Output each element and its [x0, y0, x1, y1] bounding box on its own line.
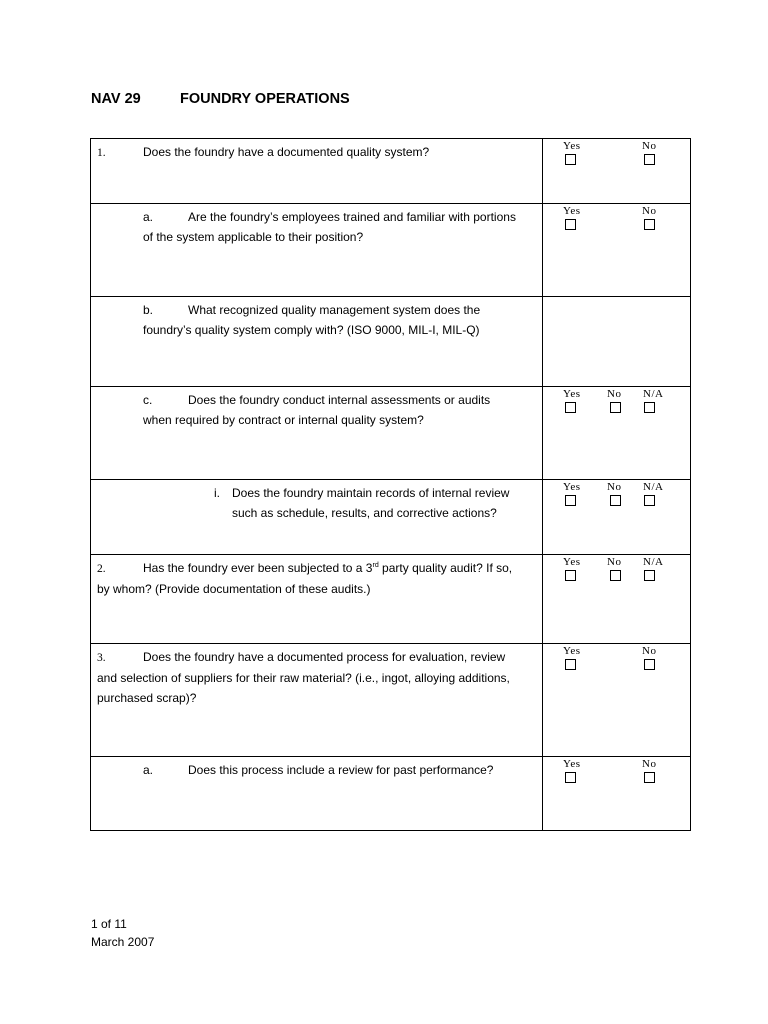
- no-label: No: [642, 140, 657, 152]
- question-number: a.: [143, 210, 154, 224]
- ordinal-suffix: rd: [372, 562, 379, 569]
- question-text-line2: and selection of suppliers for their raw material? (i.e., ingot, alloying additions,: [97, 671, 510, 685]
- yes-label: Yes: [563, 140, 581, 152]
- question-cell: [91, 480, 543, 554]
- page-header: [91, 91, 350, 107]
- question-text-line1: Does the foundry have a documented process for evaluation, review: [143, 650, 506, 664]
- question-text-line1: Does the foundry maintain records of internal review: [232, 486, 510, 500]
- question-text-line2: foundry’s quality system comply with? (ISO 9000, MIL-I, MIL-Q): [143, 323, 480, 337]
- na-label: N/A: [643, 388, 664, 400]
- no-checkbox[interactable]: [644, 154, 655, 165]
- question-number: 2.: [97, 563, 106, 575]
- yes-label: Yes: [563, 758, 581, 770]
- na-checkbox[interactable]: [644, 495, 655, 506]
- question-cell: [91, 204, 543, 296]
- page-title: FOUNDRY OPERATIONS: [180, 91, 350, 107]
- question-number: b.: [143, 303, 154, 317]
- question-text-line2: when required by contract or internal quality system?: [143, 413, 424, 427]
- question-text-line1-post: party quality audit? If so,: [378, 561, 513, 575]
- yes-checkbox[interactable]: [565, 570, 576, 581]
- answer-cell: [543, 387, 690, 479]
- answer-cell: [543, 480, 690, 554]
- question-row-1a: [91, 203, 690, 296]
- revision-date: March 2007: [91, 935, 155, 949]
- no-checkbox[interactable]: [644, 772, 655, 783]
- na-checkbox[interactable]: [644, 570, 655, 581]
- question-text: Does the foundry have a documented quality system?: [143, 145, 430, 159]
- yes-checkbox[interactable]: [565, 402, 576, 413]
- question-text-line2: by whom? (Provide documentation of these audits.): [97, 582, 371, 596]
- yes-label: Yes: [563, 645, 581, 657]
- no-label: No: [607, 481, 622, 493]
- question-row-1b: [91, 296, 690, 386]
- answer-cell: [543, 139, 690, 203]
- yes-checkbox[interactable]: [565, 659, 576, 670]
- yes-checkbox[interactable]: [565, 154, 576, 165]
- no-label: No: [642, 205, 657, 217]
- question-row-1: [91, 139, 690, 203]
- na-label: N/A: [643, 481, 664, 493]
- no-label: No: [642, 758, 657, 770]
- question-cell: [91, 387, 543, 479]
- question-row-3a: [91, 756, 690, 830]
- yes-checkbox[interactable]: [565, 495, 576, 506]
- no-label: No: [642, 645, 657, 657]
- question-text-line3: purchased scrap)?: [97, 691, 197, 705]
- yes-checkbox[interactable]: [565, 772, 576, 783]
- question-row-3: [91, 643, 690, 756]
- question-cell: [91, 757, 543, 830]
- form-code: NAV 29: [91, 91, 141, 107]
- answer-cell: [543, 204, 690, 296]
- no-label: No: [607, 556, 622, 568]
- question-cell: [91, 555, 543, 643]
- question-text-line2: such as schedule, results, and corrective actions?: [232, 506, 497, 520]
- question-number: c.: [143, 393, 153, 407]
- question-text-line1-pre: Has the foundry ever been subjected to a 3: [143, 561, 373, 575]
- question-text: Does this process include a review for past performance?: [188, 763, 494, 777]
- na-checkbox[interactable]: [644, 402, 655, 413]
- page-number: 1 of 11: [91, 917, 127, 931]
- answer-cell: [543, 555, 690, 643]
- question-text-line1: Are the foundry’s employees trained and familiar with portions: [188, 210, 516, 224]
- yes-label: Yes: [563, 205, 581, 217]
- na-label: N/A: [643, 556, 664, 568]
- no-checkbox[interactable]: [644, 659, 655, 670]
- question-row-2: [91, 554, 690, 643]
- no-label: No: [607, 388, 622, 400]
- question-number: 1.: [97, 147, 106, 159]
- yes-label: Yes: [563, 388, 581, 400]
- no-checkbox[interactable]: [610, 495, 621, 506]
- question-cell: [91, 644, 543, 756]
- no-checkbox[interactable]: [610, 402, 621, 413]
- yes-checkbox[interactable]: [565, 219, 576, 230]
- question-number: i.: [214, 486, 220, 500]
- yes-label: Yes: [563, 481, 581, 493]
- page-footer: [91, 915, 154, 951]
- question-number: a.: [143, 763, 154, 777]
- question-row-1c: [91, 386, 690, 479]
- question-row-1c-i: [91, 479, 690, 554]
- answer-cell: [543, 644, 690, 756]
- no-checkbox[interactable]: [610, 570, 621, 581]
- questionnaire-table: [90, 138, 691, 831]
- question-text-line1: Does the foundry conduct internal assessments or audits: [188, 393, 491, 407]
- answer-cell: [543, 757, 690, 830]
- question-text-line1: What recognized quality management system does the: [188, 303, 481, 317]
- no-checkbox[interactable]: [644, 219, 655, 230]
- question-cell: [91, 139, 543, 203]
- question-cell: [91, 297, 543, 386]
- question-text-line2: of the system applicable to their position?: [143, 230, 364, 244]
- yes-label: Yes: [563, 556, 581, 568]
- question-number: 3.: [97, 652, 106, 664]
- answer-cell-text[interactable]: [543, 297, 690, 386]
